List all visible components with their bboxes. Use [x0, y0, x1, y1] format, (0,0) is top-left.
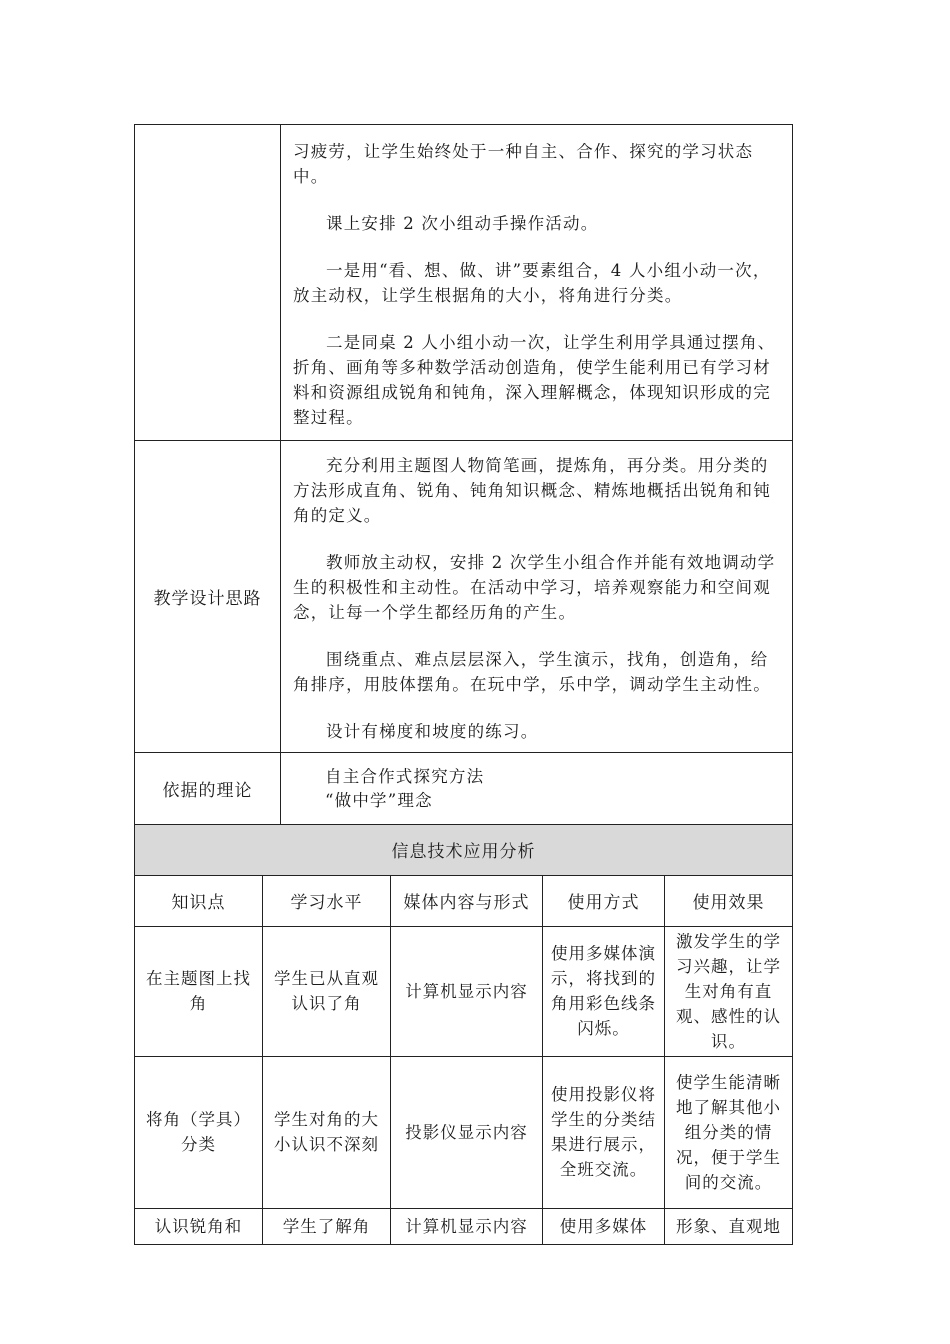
column-header: 使用效果	[665, 875, 793, 926]
usage-method: 使用投影仪将学生的分类结果进行展示，全班交流。	[543, 1056, 665, 1208]
design-idea-label: 教学设计思路	[135, 441, 281, 753]
column-header: 知识点	[135, 875, 263, 926]
row-continuation	[135, 125, 793, 441]
knowledge-point: 将角（学具）分类	[135, 1056, 263, 1208]
usage-effect: 激发学生的学习兴趣，让学生对角有直观、感性的认识。	[665, 926, 793, 1056]
media-content: 计算机显示内容	[391, 926, 543, 1056]
table-row	[135, 1208, 793, 1244]
design-idea-text	[281, 441, 793, 753]
row-label-empty	[135, 125, 281, 441]
theory-line: 自主合作式探究方法	[325, 766, 485, 786]
paragraph: 课上安排 2 次小组动手操作活动。	[326, 214, 599, 233]
theory-label: 依据的理论	[135, 753, 281, 825]
document-page	[134, 124, 792, 1245]
usage-effect: 使学生能清晰地了解其他小组分类的情况，便于学生间的交流。	[665, 1056, 793, 1208]
continuation-text	[281, 125, 793, 441]
learning-level: 学生已从直观认识了角	[263, 926, 391, 1056]
column-header: 媒体内容与形式	[391, 875, 543, 926]
learning-level: 学生对角的大小认识不深刻	[263, 1056, 391, 1208]
paragraph: 教师放主动权，安排 2 次学生小组合作并能有效地调动学生的积极性和主动性。在活动中学习，培养观察能力和空间观念，让每一个学生都经历角的产生。	[293, 553, 776, 622]
paragraph: 充分利用主题图人物简笔画，提炼角，再分类。用分类的方法形成直角、锐角、钝角知识概念、精炼地概括出锐角和钝角的定义。	[293, 456, 771, 525]
header-row	[135, 875, 793, 926]
usage-method: 使用多媒体演示，将找到的角用彩色线条闪烁。	[543, 926, 665, 1056]
media-content: 计算机显示内容	[391, 1208, 543, 1244]
learning-level: 学生了解角	[263, 1208, 391, 1244]
paragraph: 一是用“看、想、做、讲”要素组合，4 人小组小动一次，放主动权，让学生根据角的大小，将角进行分类。	[293, 261, 771, 305]
design-table	[134, 124, 793, 825]
theory-text	[281, 753, 793, 825]
theory-line: “做中学”理念	[325, 790, 433, 810]
paragraph: 习疲劳，让学生始终处于一种自主、合作、探究的学习状态中。	[293, 142, 754, 186]
row-theory	[135, 753, 793, 825]
paragraph: 二是同桌 2 人小组小动一次，让学生利用学具通过摆角、折角、画角等多种数学活动创造角，使学生能利用已有学习材料和资源组成锐角和钝角，深入理解概念，体现知识形成的完整过程。	[293, 333, 776, 427]
row-design-idea	[135, 441, 793, 753]
usage-method: 使用多媒体	[543, 1208, 665, 1244]
paragraph: 设计有梯度和坡度的练习。	[326, 722, 539, 741]
column-header: 学习水平	[263, 875, 391, 926]
column-header: 使用方式	[543, 875, 665, 926]
knowledge-point: 认识锐角和	[135, 1208, 263, 1244]
table-row	[135, 1056, 793, 1208]
table-row	[135, 926, 793, 1056]
paragraph: 围绕重点、难点层层深入，学生演示，找角，创造角，给角排序，用肢体摆角。在玩中学，乐中学，调动学生主动性。	[293, 650, 771, 694]
it-analysis-table	[134, 824, 793, 1245]
knowledge-point: 在主题图上找角	[135, 926, 263, 1056]
media-content: 投影仪显示内容	[391, 1056, 543, 1208]
usage-effect: 形象、直观地	[665, 1208, 793, 1244]
it-analysis-banner: 信息技术应用分析	[135, 824, 793, 875]
